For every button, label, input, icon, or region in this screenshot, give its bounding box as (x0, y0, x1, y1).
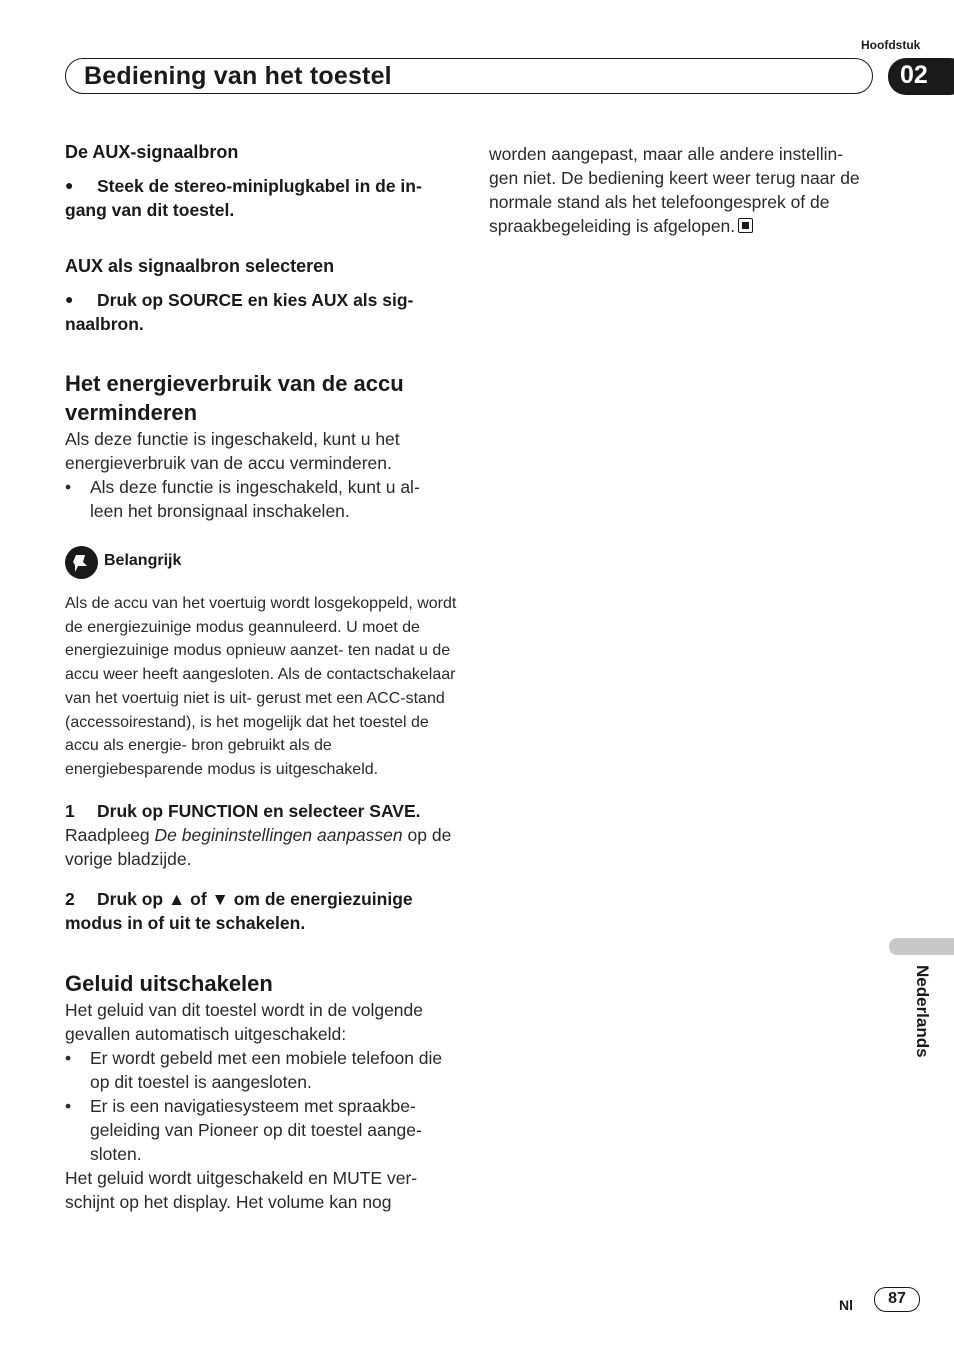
page-number: 87 (874, 1287, 920, 1312)
mute-continued: worden aangepast, maar alle andere instellin- gen niet. De bediening keert weer terug naar de normale stand als het telefoongesprek of de spraakbegeleiding is afgelopen. (489, 144, 860, 236)
important-label: Belangrijk (104, 552, 182, 569)
energy-step-1: 1 Druk op FUNCTION en selecteer SAVE. (65, 800, 421, 821)
mute-bullet: • Er is een navigatiesysteem met spraakbe- geleiding van Pioneer op dit toestel aange- sloten. (65, 1095, 422, 1164)
language-tab (889, 938, 954, 955)
important-note-header (65, 544, 457, 580)
bullet-icon: • (65, 1047, 72, 1068)
aux-heading: De AUX-signaalbron (65, 142, 239, 162)
mute-intro: Het geluid van dit toestel wordt in de volgende gevallen automatisch uitgeschakeld: (65, 999, 424, 1044)
pushpin-icon (65, 546, 98, 579)
energy-bullet: • Als deze functie is ingeschakeld, kunt u al- leen het bronsignaal inschakelen. (65, 477, 420, 521)
chapter-number: 02 (900, 61, 928, 89)
mute-bullet: • Er wordt gebeld met een mobiele telefoon die op dit toestel is aangesloten. (65, 1047, 443, 1092)
left-column (65, 140, 457, 1214)
bullet-dot-icon: ● (65, 177, 74, 193)
mute-heading: Geluid uitschakelen (65, 970, 273, 996)
energy-step-1-ref: Raadpleeg De begininstellingen aanpassen op de vorige bladzijde. (65, 824, 452, 869)
bullet-icon: • (65, 477, 72, 497)
mute-outro: Het geluid wordt uitgeschakeld en MUTE ver- schijnt op het display. Het volume kan nog (65, 1167, 418, 1212)
energy-heading: Het energieverbruik van de accu verminderen (65, 371, 404, 425)
important-text: Als de accu van het voertuig wordt losgekoppeld, wordt de energiezuinige modus geannuleerd. U moet de energiezuinige modus opnieuw aanzet- ten nadat u de accu weer heeft aangesloten. Als de contactschakelaar van het voertuig niet is uit- gerust met een ACC-stand (accessoirestand), is het mogelijk dat het toestel de accu als energie- bron gebruikt als de energiebesparende modus is uitgeschakeld. (65, 595, 457, 778)
energy-step-2: 2 Druk op ▲ of ▼ om de energiezuinige modus in of uit te schakelen. (65, 888, 413, 933)
bullet-dot-icon: ● (65, 291, 74, 307)
aux-select-heading: AUX als signaalbron selecteren (65, 256, 335, 276)
aux-select-step: ● Druk op SOURCE en kies AUX als sig- naalbron. (65, 287, 457, 336)
aux-step: ● Steek de stereo-miniplugkabel in de in- gang van dit toestel. (65, 173, 457, 222)
end-of-section-icon (738, 218, 753, 233)
chapter-label: Hoofdstuk (861, 38, 921, 52)
page-title: Bediening van het toestel (84, 62, 392, 90)
energy-intro: Als deze functie is ingeschakeld, kunt u het energieverbruik van de accu verminderen. (65, 429, 400, 473)
title-bar (65, 58, 873, 94)
chapter-number-badge (888, 58, 954, 95)
right-column (489, 142, 877, 238)
language-code: Nl (839, 1297, 853, 1313)
language-label: Nederlands (913, 965, 932, 1058)
bullet-icon: • (65, 1095, 72, 1116)
